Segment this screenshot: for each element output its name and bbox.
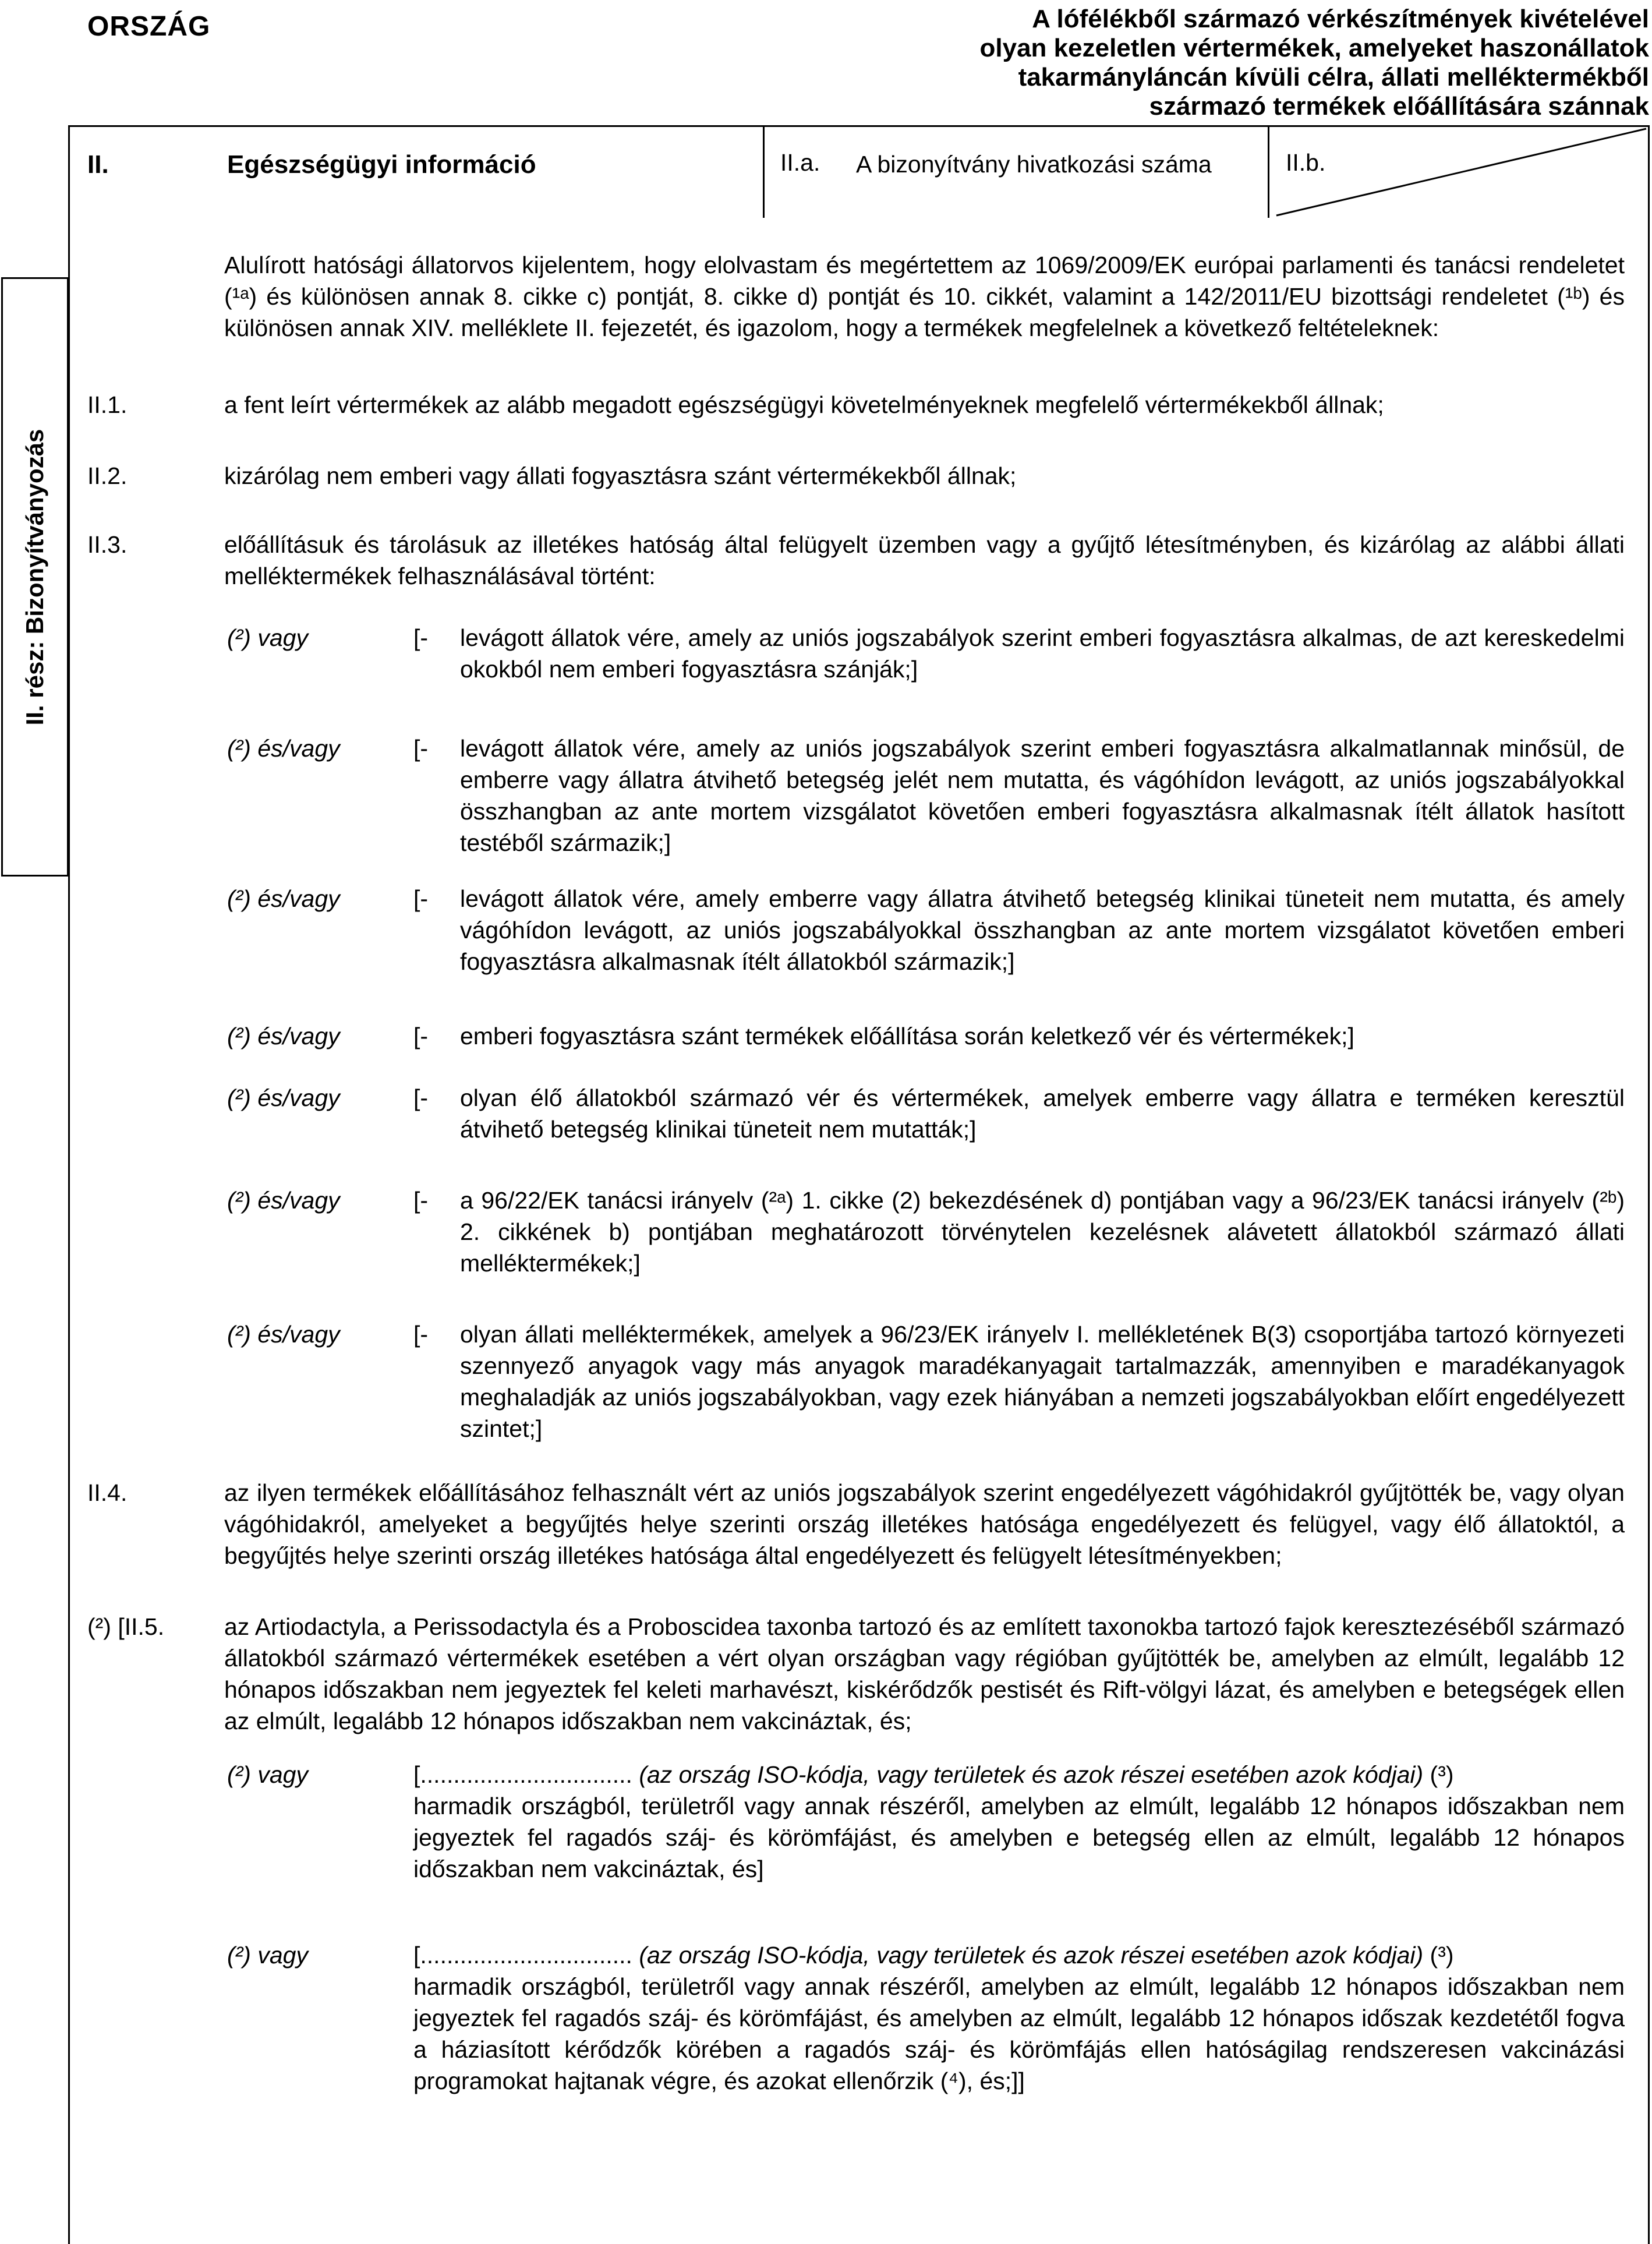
certificate-title — [776, 5, 1649, 121]
iso-note: (az ország ISO-kódja, vagy területek és azok részei esetében azok kódjai) — [639, 1942, 1424, 1969]
option-label: (²) és/vagy — [227, 735, 340, 762]
option-label: (²) és/vagy — [227, 1023, 340, 1049]
option-bracket: [- — [413, 1187, 429, 1214]
certificate-title-line: takarmányláncán kívüli célra, állati melléktermékből — [1018, 63, 1649, 91]
item-ii3-row — [70, 529, 1648, 592]
item-ii5-row — [70, 1611, 1648, 1737]
option-text: levágott állatok vére, amely emberre vagy állatra átvihető betegség klinikai tüneteit nem mutatta, és amely vágóhídon levágott, az uniós jogszabályokkal összhangban az ante mortem vizsgálatot követően emberi fogyasztásra alkalmasnak ítélt állatokból származik;] — [460, 885, 1625, 975]
iso-code-fill-line — [413, 1939, 1625, 1971]
footnote-ref: (³) — [1423, 1761, 1454, 1788]
iso-option-text — [413, 1759, 1625, 1885]
item-ii2-number: II.2. — [87, 462, 128, 489]
item-ii1-row — [70, 389, 1648, 420]
option-text: a 96/22/EK tanácsi irányelv (²ᵃ) 1. cikke (2) bekezdésének d) pontjában vagy a 96/23/EK tanácsi irányelv (²ᵇ) 2. cikkének b) pontjában meghatározott törvénytelen kezelésnek alávetett állatokból származó állati melléktermékek;] — [460, 1187, 1625, 1277]
option-row — [70, 883, 1648, 977]
declaration-intro: Alulírott hatósági állatorvos kijelentem, hogy elolvastam és megértettem az 1069/2009/EK európai parlamenti és tanácsi rendeletet (¹ᵃ) és különösen annak 8. cikke c) pontját, 8. cikke d) pontját és 10. cikkét, valamint a 142/2011/EU bizottsági rendeletet (¹ᵇ) és különösen annak XIV. melléklete II. fejezetét, és igazolom, hogy a termékek megfelelnek a következő feltételeknek: — [224, 252, 1625, 341]
item-ii1-number: II.1. — [87, 391, 128, 418]
item-ii4-text: az ilyen termékek előállításához felhasznált vért az uniós jogszabályok szerint engedélyezett vágóhidakról gyűjtötték be, vagy olyan vágóhidakról, amelyeket a begyűjtés helye szerinti ország illetékes hatósága engedélyezett és felügyel, vagy élő állatoktól, a begyűjtés helye szerinti ország illetékes hatósága által engedélyezett és felügyelt létesítményekben; — [224, 1479, 1625, 1569]
option-text: olyan állati melléktermékek, amelyek a 96/23/EK irányelv I. mellékletének B(3) csoportjába tartozó környezeti szennyező anyagok vagy más anyagok maradékanyagait tartalmazzák, amennyiben e maradékanyagok meghaladják az uniós jogszabályokban, vagy ezek hiányában a nemzeti jogszabályokban előírt engedélyezett szintet;] — [460, 1321, 1625, 1442]
iso-dotted-blank: [................................ — [413, 1761, 639, 1788]
option-row — [70, 1082, 1648, 1145]
certificate-title-line: származó termékek előállítására szánnak — [1149, 92, 1649, 121]
option-bracket: [- — [413, 885, 429, 912]
option-label: (²) és/vagy — [227, 1187, 340, 1214]
option-row — [70, 1185, 1648, 1279]
iso-option-label: (²) vagy — [227, 1761, 308, 1788]
field-iib-cell — [1268, 127, 1648, 218]
field-iib-number: II.b. — [1286, 149, 1326, 176]
iso-option-row — [70, 1939, 1648, 2097]
option-bracket: [- — [413, 1321, 429, 1348]
iso-dotted-blank: [................................ — [413, 1942, 639, 1969]
option-label: (²) és/vagy — [227, 1321, 340, 1348]
item-ii3-number: II.3. — [87, 531, 128, 558]
item-ii2-row — [70, 460, 1648, 492]
option-text: levágott állatok vére, amely az uniós jogszabályok szerint emberi fogyasztásra alkalmas, de azt kereskedelmi okokból nem emberi fogyasztásra szánják;] — [460, 624, 1625, 683]
section-ii-number: II. — [87, 150, 109, 179]
option-row — [70, 1319, 1648, 1444]
item-ii1-text: a fent leírt vértermékek az alább megadott egészségügyi követelményeknek megfelelő vértermékekből állnak; — [224, 391, 1384, 418]
option-bracket: [- — [413, 1084, 429, 1111]
option-label: (²) vagy — [227, 624, 308, 651]
certificate-reference-cell — [763, 127, 1268, 218]
option-row — [70, 1020, 1648, 1052]
certificate-reference-label: A bizonyítvány hivatkozási száma — [856, 151, 1212, 178]
iso-code-fill-line — [413, 1759, 1625, 1790]
certificate-title-line: A lófélékből származó vérkészítmények kivételével — [1032, 5, 1649, 33]
iso-option-label: (²) vagy — [227, 1942, 308, 1969]
health-information-cell — [70, 127, 763, 218]
item-ii5-number: (²) [II.5. — [87, 1613, 165, 1640]
health-information-label: Egészségügyi információ — [227, 150, 536, 179]
item-ii4-number: II.4. — [87, 1479, 128, 1506]
part-ii-sidebar-label: II. rész: Bizonyítványozás — [21, 429, 48, 725]
diagonal-strike-line — [1269, 127, 1648, 218]
iso-option-row — [70, 1759, 1648, 1885]
item-ii3-text: előállításuk és tárolásuk az illetékes hatóság által felügyelt üzemben vagy a gyűjtő létesítményben, és kizárólag az alábbi állati melléktermékek felhasználásával történt: — [224, 531, 1625, 589]
item-ii4-row — [70, 1477, 1648, 1571]
field-iia-number: II.a. — [780, 149, 820, 176]
option-bracket: [- — [413, 624, 429, 651]
option-bracket: [- — [413, 735, 429, 762]
option-label: (²) és/vagy — [227, 885, 340, 912]
option-text: olyan élő állatokból származó vér és vértermékek, amelyek emberre vagy állatra e terméken keresztül átvihető betegség klinikai tüneteit nem mutatták;] — [460, 1084, 1625, 1143]
certification-content — [70, 249, 1648, 2097]
part-ii-sidebar — [1, 277, 69, 877]
table-header-row — [70, 127, 1648, 218]
iso-option-body: harmadik országból, területről vagy annak részéről, amelyben az elmúlt, legalább 12 hónapos időszakban nem jegyeztek fel ragadós száj- és körömfájást, és amelyben e betegség ellen az elmúlt, legalább 12 hónapos időszakban nem vakcináztak, és] — [413, 1793, 1625, 1882]
declaration-intro-row — [70, 249, 1648, 344]
option-bracket: [- — [413, 1023, 429, 1049]
footnote-ref: (³) — [1423, 1942, 1454, 1969]
option-text: emberi fogyasztásra szánt termékek előállítása során keletkező vér és vértermékek;] — [460, 1023, 1354, 1049]
option-row — [70, 733, 1648, 858]
option-label: (²) és/vagy — [227, 1084, 340, 1111]
iso-option-text — [413, 1939, 1625, 2097]
certificate-table-frame — [68, 125, 1650, 2244]
item-ii2-text: kizárólag nem emberi vagy állati fogyasztásra szánt vértermékekből állnak; — [224, 462, 1017, 489]
country-label: ORSZÁG — [87, 11, 211, 42]
option-text: levágott állatok vére, amely az uniós jogszabályok szerint emberi fogyasztásra alkalmatlannak minősül, de emberre vagy állatra átvihető betegség jelét nem mutatta, és vágóhídon levágott, az uniós jogszabályokkal összhangban az ante mortem vizsgálatot követően emberi fogyasztásra alkalmasnak ítélt állatok hasított testéből származik;] — [460, 735, 1625, 856]
option-row — [70, 622, 1648, 685]
certificate-title-line: olyan kezeletlen vértermékek, amelyeket haszonállatok — [979, 34, 1649, 62]
iso-note: (az ország ISO-kódja, vagy területek és azok részei esetében azok kódjai) — [639, 1761, 1424, 1788]
item-ii5-text: az Artiodactyla, a Perissodactyla és a Proboscidea taxonba tartozó és az említett taxonokba tartozó fajok keresztezéséből származó állatokból származó vértermékek esetében a vért olyan országban vagy régióban gyűjtötték be, amelyben az elmúlt, legalább 12 hónapos időszakban nem jegyeztek fel keleti marhavészt, kiskérődzők pestisét és Rift-völgyi lázat, és amelyben e betegségek ellen az elmúlt, legalább 12 hónapos időszakban nem vakcináztak, és; — [224, 1613, 1625, 1734]
iso-option-body: harmadik országból, területről vagy annak részéről, amelyben az elmúlt, legalább 12 hónapos időszakban nem jegyeztek fel ragadós száj- és körömfájást, és amelyben az elmúlt, legalább 12 hónapos időszak kezdetétől fogva a háziasított kérődzők körében a ragadós száj- és körömfájás ellen hatóságilag rendszeresen vakcinázási programokat hajtanak végre, és azokat ellenőrzik (⁴), és;]] — [413, 1973, 1625, 2094]
